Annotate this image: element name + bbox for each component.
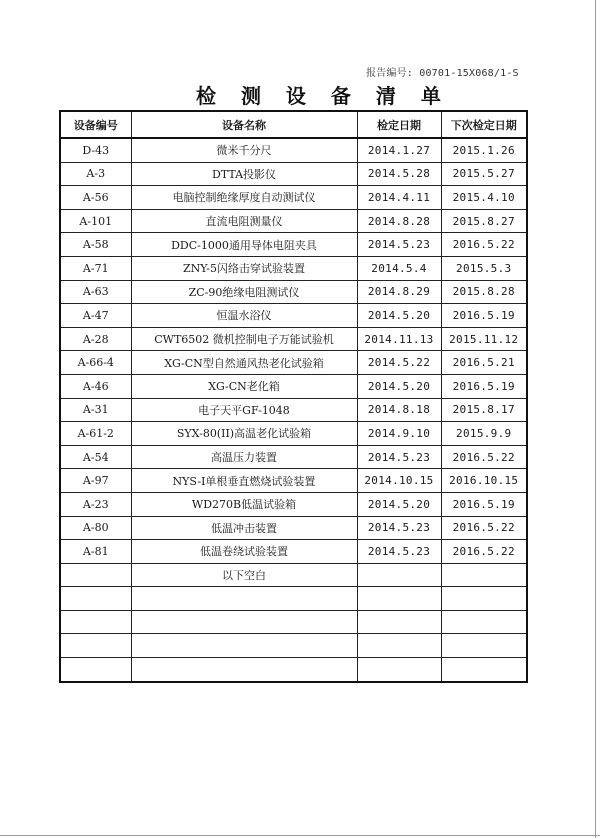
calibration-date-cell — [357, 563, 441, 587]
calibration-date-cell — [357, 634, 441, 658]
equipment-name-cell: 直流电阻测量仪 — [131, 209, 357, 233]
calibration-date-cell: 2014.8.28 — [357, 209, 441, 233]
page-title: 检 测 设 备 清 单 — [196, 84, 450, 108]
next-calibration-date-cell: 2016.5.19 — [441, 374, 527, 398]
table-row — [60, 610, 527, 634]
next-calibration-date-cell — [441, 610, 527, 634]
equipment-code-cell: A-54 — [60, 445, 131, 469]
table-body — [60, 138, 527, 682]
equipment-code-cell: D-43 — [60, 138, 131, 162]
table-row — [60, 138, 527, 162]
calibration-date-cell: 2014.5.23 — [357, 516, 441, 540]
equipment-code-cell: A-80 — [60, 516, 131, 540]
equipment-name-cell: XG-CN型自然通风热老化试验箱 — [131, 351, 357, 375]
table-row — [60, 516, 527, 540]
calibration-date-cell: 2014.5.4 — [357, 256, 441, 280]
equipment-code-cell: A-101 — [60, 209, 131, 233]
next-calibration-date-cell: 2016.5.21 — [441, 351, 527, 375]
equipment-name-cell: 高温压力装置 — [131, 445, 357, 469]
header-equipment-name: 设备名称 — [131, 111, 357, 138]
equipment-code-cell — [60, 634, 131, 658]
table-row — [60, 445, 527, 469]
equipment-name-cell: 恒温水浴仪 — [131, 304, 357, 328]
calibration-date-cell: 2014.9.10 — [357, 422, 441, 446]
next-calibration-date-cell: 2015.8.28 — [441, 280, 527, 304]
table-row — [60, 351, 527, 375]
equipment-code-cell: A-71 — [60, 256, 131, 280]
calibration-date-cell: 2014.5.20 — [357, 492, 441, 516]
equipment-name-cell: SYX-80(II)高温老化试验箱 — [131, 422, 357, 446]
equipment-name-cell: 电子天平GF-1048 — [131, 398, 357, 422]
calibration-date-cell — [357, 610, 441, 634]
next-calibration-date-cell: 2015.4.10 — [441, 186, 527, 210]
report-number: 报告编号: 00701-15X068/1-S — [366, 68, 519, 79]
table-row — [60, 422, 527, 446]
next-calibration-date-cell: 2016.5.19 — [441, 304, 527, 328]
equipment-code-cell: A-56 — [60, 186, 131, 210]
calibration-date-cell: 2014.5.20 — [357, 374, 441, 398]
table-row — [60, 634, 527, 658]
table-row — [60, 563, 527, 587]
table-row — [60, 233, 527, 257]
table-row — [60, 374, 527, 398]
next-calibration-date-cell — [441, 587, 527, 611]
equipment-code-cell: A-81 — [60, 540, 131, 564]
next-calibration-date-cell: 2016.5.19 — [441, 492, 527, 516]
equipment-name-cell: WD270B低温试验箱 — [131, 492, 357, 516]
equipment-name-cell: ZC-90绝缘电阻测试仪 — [131, 280, 357, 304]
next-calibration-date-cell: 2016.5.22 — [441, 516, 527, 540]
table-row — [60, 256, 527, 280]
table-row — [60, 280, 527, 304]
calibration-date-cell: 2014.5.23 — [357, 540, 441, 564]
equipment-name-cell: DTTA投影仪 — [131, 162, 357, 186]
next-calibration-date-cell: 2016.5.22 — [441, 445, 527, 469]
equipment-code-cell: A-66-4 — [60, 351, 131, 375]
equipment-name-cell: NYS-I单根垂直燃烧试验装置 — [131, 469, 357, 493]
equipment-code-cell: A-23 — [60, 492, 131, 516]
equipment-name-cell — [131, 587, 357, 611]
next-calibration-date-cell: 2015.9.9 — [441, 422, 527, 446]
next-calibration-date-cell — [441, 634, 527, 658]
calibration-date-cell: 2014.5.23 — [357, 445, 441, 469]
table-row — [60, 162, 527, 186]
equipment-code-cell: A-58 — [60, 233, 131, 257]
equipment-name-cell: ZNY-5闪络击穿试验装置 — [131, 256, 357, 280]
calibration-date-cell: 2014.5.28 — [357, 162, 441, 186]
equipment-name-cell: 电脑控制绝缘厚度自动测试仪 — [131, 186, 357, 210]
equipment-name-cell: 以下空白 — [131, 563, 357, 587]
equipment-code-cell: A-3 — [60, 162, 131, 186]
calibration-date-cell: 2014.5.20 — [357, 304, 441, 328]
equipment-code-cell: A-46 — [60, 374, 131, 398]
equipment-code-cell: A-63 — [60, 280, 131, 304]
table-row — [60, 540, 527, 564]
equipment-code-cell: A-61-2 — [60, 422, 131, 446]
equipment-name-cell — [131, 634, 357, 658]
header-next-calibration-date: 下次检定日期 — [441, 111, 527, 138]
table-row — [60, 469, 527, 493]
calibration-date-cell: 2014.1.27 — [357, 138, 441, 162]
table-row — [60, 186, 527, 210]
header-calibration-date: 检定日期 — [357, 111, 441, 138]
calibration-date-cell — [357, 587, 441, 611]
calibration-date-cell: 2014.8.29 — [357, 280, 441, 304]
table-row — [60, 304, 527, 328]
equipment-code-cell: A-28 — [60, 327, 131, 351]
calibration-date-cell — [357, 658, 441, 682]
table-row — [60, 398, 527, 422]
next-calibration-date-cell: 2015.1.26 — [441, 138, 527, 162]
equipment-name-cell: 低温卷绕试验装置 — [131, 540, 357, 564]
equipment-code-cell: A-47 — [60, 304, 131, 328]
next-calibration-date-cell — [441, 563, 527, 587]
equipment-name-cell — [131, 610, 357, 634]
table-header-row — [60, 111, 527, 138]
next-calibration-date-cell: 2016.5.22 — [441, 540, 527, 564]
next-calibration-date-cell: 2015.5.3 — [441, 256, 527, 280]
equipment-name-cell: DDC-1000通用导体电阻夹具 — [131, 233, 357, 257]
table-row — [60, 587, 527, 611]
table-row — [60, 327, 527, 351]
calibration-date-cell: 2014.10.15 — [357, 469, 441, 493]
equipment-code-cell — [60, 587, 131, 611]
equipment-name-cell: 微米千分尺 — [131, 138, 357, 162]
page-edge-right — [595, 0, 596, 838]
table-row — [60, 492, 527, 516]
next-calibration-date-cell: 2015.11.12 — [441, 327, 527, 351]
equipment-code-cell: A-31 — [60, 398, 131, 422]
equipment-name-cell: CWT6502 微机控制电子万能试验机 — [131, 327, 357, 351]
equipment-code-cell — [60, 658, 131, 682]
next-calibration-date-cell: 2015.8.27 — [441, 209, 527, 233]
equipment-code-cell: A-97 — [60, 469, 131, 493]
table-row — [60, 658, 527, 682]
calibration-date-cell: 2014.5.22 — [357, 351, 441, 375]
calibration-date-cell: 2014.5.23 — [357, 233, 441, 257]
table-row — [60, 209, 527, 233]
equipment-name-cell: 低温冲击装置 — [131, 516, 357, 540]
equipment-name-cell: XG-CN老化箱 — [131, 374, 357, 398]
next-calibration-date-cell: 2015.5.27 — [441, 162, 527, 186]
equipment-code-cell — [60, 563, 131, 587]
next-calibration-date-cell: 2016.10.15 — [441, 469, 527, 493]
equipment-name-cell — [131, 658, 357, 682]
page-edge-bottom — [0, 835, 600, 836]
calibration-date-cell: 2014.11.13 — [357, 327, 441, 351]
calibration-date-cell: 2014.8.18 — [357, 398, 441, 422]
next-calibration-date-cell: 2015.8.17 — [441, 398, 527, 422]
equipment-code-cell — [60, 610, 131, 634]
next-calibration-date-cell — [441, 658, 527, 682]
next-calibration-date-cell: 2016.5.22 — [441, 233, 527, 257]
equipment-table — [59, 110, 528, 683]
header-equipment-code: 设备编号 — [60, 111, 131, 138]
calibration-date-cell: 2014.4.11 — [357, 186, 441, 210]
